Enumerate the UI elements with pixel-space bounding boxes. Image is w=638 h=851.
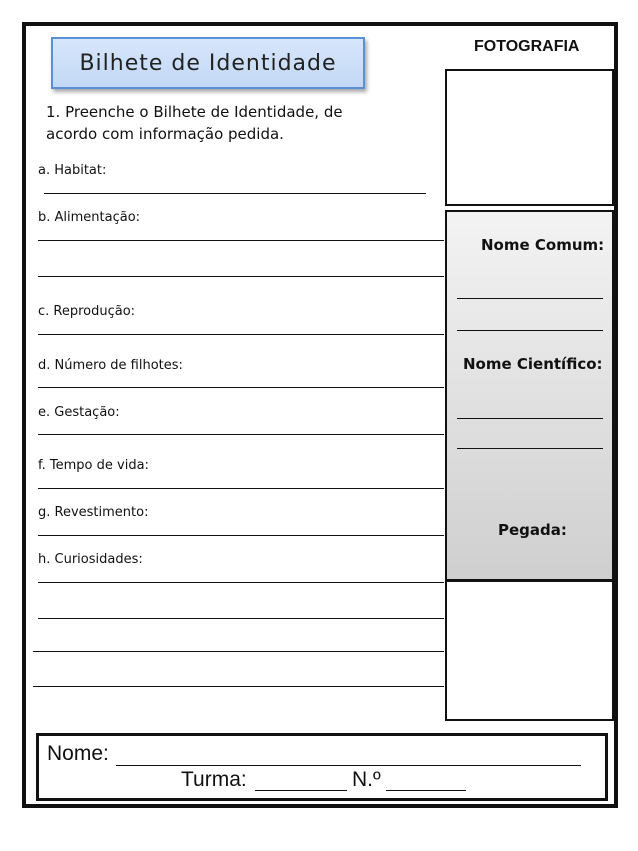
gestacao-label: e. Gestação: xyxy=(38,405,120,420)
habitat-answer-line[interactable] xyxy=(44,193,426,194)
scientific-name-label: Nome Científico: xyxy=(463,355,603,373)
tempo-vida-label: f. Tempo de vida: xyxy=(38,458,149,473)
title-banner xyxy=(51,37,365,89)
scientific-name-line-2[interactable] xyxy=(457,448,603,449)
alimentacao-answer-line-2[interactable] xyxy=(38,276,444,277)
revestimento-answer-line[interactable] xyxy=(38,535,444,536)
curiosidades-label: h. Curiosidades: xyxy=(38,552,143,567)
class-label: Turma: xyxy=(181,768,247,791)
curiosidades-answer-line-4[interactable] xyxy=(33,686,444,687)
class-line[interactable] xyxy=(255,790,347,791)
footprint-box[interactable] xyxy=(445,580,614,721)
student-name-line[interactable] xyxy=(116,765,581,766)
gestacao-answer-line[interactable] xyxy=(38,434,444,435)
reproducao-label: c. Reprodução: xyxy=(38,304,136,319)
habitat-label: a. Habitat: xyxy=(38,163,107,178)
footprint-label: Pegada: xyxy=(498,521,567,539)
page-title: Bilhete de Identidade xyxy=(79,50,337,76)
filhotes-label: d. Número de filhotes: xyxy=(38,358,183,373)
common-name-label: Nome Comum: xyxy=(481,236,605,254)
curiosidades-answer-line-3[interactable] xyxy=(33,651,444,652)
common-name-line-1[interactable] xyxy=(457,298,603,299)
filhotes-answer-line[interactable] xyxy=(38,387,444,388)
alimentacao-answer-line-1[interactable] xyxy=(38,240,444,241)
number-label: N.º xyxy=(352,768,381,791)
reproducao-answer-line[interactable] xyxy=(38,334,444,335)
revestimento-label: g. Revestimento: xyxy=(38,505,149,520)
common-name-line-2[interactable] xyxy=(457,330,603,331)
curiosidades-answer-line-2[interactable] xyxy=(38,618,444,619)
number-line[interactable] xyxy=(386,790,466,791)
tempo-vida-answer-line[interactable] xyxy=(38,488,444,489)
alimentacao-label: b. Alimentação: xyxy=(38,210,141,225)
curiosidades-answer-line-1[interactable] xyxy=(38,582,444,583)
instruction-text: 1. Preenche o Bilhete de Identidade, de acordo com informação pedida. xyxy=(46,103,343,143)
scientific-name-line-1[interactable] xyxy=(457,418,603,419)
photo-label: FOTOGRAFIA xyxy=(474,38,580,55)
photo-box[interactable] xyxy=(445,69,614,206)
student-name-label: Nome: xyxy=(47,742,109,765)
